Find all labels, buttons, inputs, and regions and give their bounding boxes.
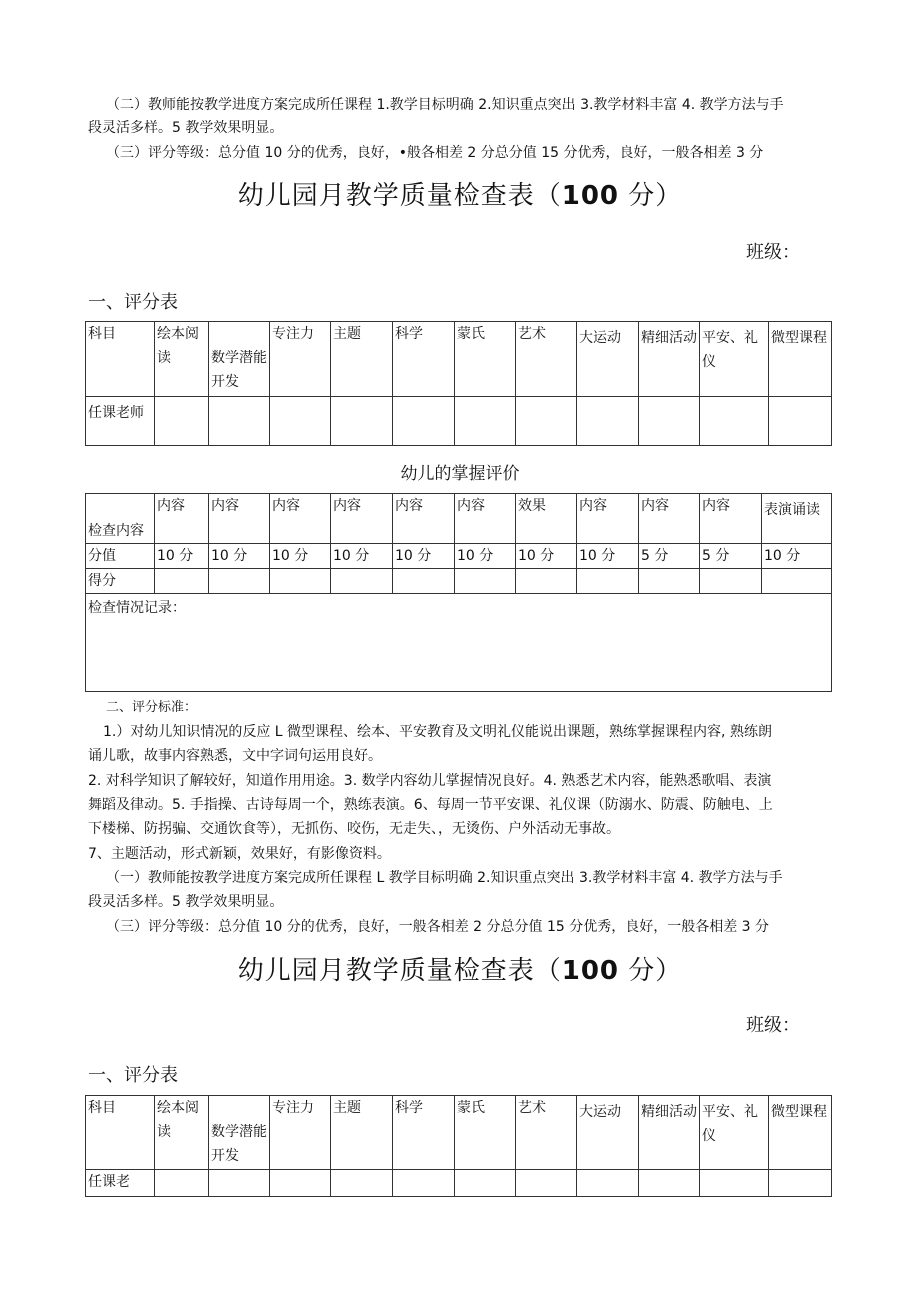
top-line-1: （二）教师能按教学进度方案完成所任课程 1.教学目标明确 2.知识重点突出 3.教学材料丰富 4. 教学方法与手: [106, 97, 784, 113]
form2-subject-cell: 数学潜能开发: [209, 1096, 270, 1170]
form2-teacher-cell[interactable]: [455, 1170, 516, 1197]
form1-subject-cell: 精细活动: [639, 322, 700, 397]
form2-title-main: 幼儿园月教学质量检查表（: [237, 956, 562, 986]
form2-teacher-cell[interactable]: [393, 1170, 455, 1197]
form2-teacher-cell[interactable]: [155, 1170, 209, 1197]
form2-subject-cell: 平安、礼仪: [700, 1096, 769, 1170]
mastery-score-cell: 10 分: [331, 544, 393, 569]
mastery-header-cell: 内容: [639, 494, 700, 544]
mastery-table: [85, 493, 832, 692]
standards-p1b: 诵儿歌，故事内容熟悉，文中字词句运用良好。: [88, 748, 382, 764]
mastery-got-label: 得分: [86, 569, 155, 594]
mastery-header-cell: 表演诵读: [762, 494, 832, 544]
form2-teacher-cell[interactable]: [331, 1170, 393, 1197]
form2-teacher-cell[interactable]: [516, 1170, 577, 1197]
form2-section-label: 一、评分表: [88, 1065, 178, 1086]
mastery-header-cell: 内容: [155, 494, 209, 544]
form2-class-label: 班级：: [746, 1015, 800, 1036]
mastery-score-cell: 10 分: [155, 544, 209, 569]
mastery-got-cell[interactable]: [455, 569, 516, 594]
form2-teacher-cell[interactable]: [270, 1170, 331, 1197]
form1-title-num: 100: [561, 181, 620, 211]
standards-heading: 二、评分标准：: [106, 700, 198, 715]
mastery-score-cell: 10 分: [393, 544, 455, 569]
standards-p4a: （一）教师能按教学进度方案完成所任课程 L 教学目标明确 2.知识重点突出 3.教学材料丰富 4. 教学方法与手: [106, 870, 783, 886]
form1-subject-cell: 大运动: [577, 322, 639, 397]
form1-subject-cell: 平安、礼仪: [700, 322, 769, 397]
mastery-got-cell[interactable]: [577, 569, 639, 594]
mastery-got-row: [86, 569, 832, 594]
form2-teacher-cell[interactable]: [209, 1170, 270, 1197]
form1-teacher-cell[interactable]: [577, 397, 639, 446]
mastery-record-cell[interactable]: 检查情况记录：: [86, 594, 832, 692]
form2-subject-cell: 科目: [86, 1096, 155, 1170]
mastery-score-cell: 10 分: [209, 544, 270, 569]
form1-teacher-cell[interactable]: [393, 397, 455, 446]
form2-title: [0, 950, 920, 987]
form1-subject-cell: 数学潜能开发: [209, 322, 270, 397]
form2-title-num: 100: [561, 956, 620, 986]
form1-title: [0, 175, 920, 212]
mastery-got-cell[interactable]: [762, 569, 832, 594]
form2-subject-cell: 专注力: [270, 1096, 331, 1170]
mastery-score-cell: 10 分: [270, 544, 331, 569]
mastery-header-cell: 检查内容: [86, 494, 155, 544]
form1-subject-row: [86, 322, 832, 397]
mastery-header-cell: 内容: [393, 494, 455, 544]
mastery-score-cell: 10 分: [577, 544, 639, 569]
mastery-header-cell: 内容: [700, 494, 762, 544]
form1-subject-cell: 艺术: [516, 322, 577, 397]
form1-teacher-cell[interactable]: [155, 397, 209, 446]
mastery-got-cell[interactable]: [155, 569, 209, 594]
form2-teacher-cell[interactable]: [639, 1170, 700, 1197]
form2-subject-cell: 艺术: [516, 1096, 577, 1170]
mastery-header-cell: 内容: [270, 494, 331, 544]
standards-p2c: 下楼梯、防拐骗、交通饮食等），无抓伤、咬伤，无走失、，无烫伤、户外活动无事故。: [88, 821, 620, 837]
standards-p3: 7、主题活动，形式新颖，效果好，有影像资料。: [88, 846, 391, 862]
form2-score-table: [85, 1095, 832, 1197]
form1-subject-cell: 科目: [86, 322, 155, 397]
mastery-got-cell[interactable]: [516, 569, 577, 594]
form1-class-label: 班级：: [746, 242, 800, 263]
form1-teacher-cell[interactable]: [270, 397, 331, 446]
form1-section-label: 一、评分表: [88, 292, 178, 313]
form2-subject-cell: 科学: [393, 1096, 455, 1170]
form2-subject-cell: 微型课程: [769, 1096, 832, 1170]
form2-teacher-label: 任课老: [86, 1170, 155, 1197]
top-line-2: 段灵活多样。5 教学效果明显。: [88, 120, 284, 136]
form1-title-tail: 分）: [619, 181, 683, 211]
mastery-header-row: [86, 494, 832, 544]
standards-p4b: 段灵活多样。5 教学效果明显。: [88, 894, 284, 910]
mastery-score-cell: 10 分: [762, 544, 832, 569]
mastery-got-cell[interactable]: [270, 569, 331, 594]
form1-teacher-cell[interactable]: [639, 397, 700, 446]
form1-subject-cell: 微型课程: [769, 322, 832, 397]
mastery-score-cell: 10 分: [516, 544, 577, 569]
mastery-score-row: [86, 544, 832, 569]
form1-subject-cell: 主题: [331, 322, 393, 397]
mastery-header-cell: 内容: [209, 494, 270, 544]
form1-teacher-cell[interactable]: [769, 397, 832, 446]
mastery-got-cell[interactable]: [331, 569, 393, 594]
standards-p1a: 1.）对幼儿知识情况的反应 L 微型课程、绘本、平安教育及文明礼仪能说出课题，熟练掌握课程内容, 熟练朗: [103, 724, 772, 740]
mastery-got-cell[interactable]: [700, 569, 762, 594]
form1-teacher-cell[interactable]: [516, 397, 577, 446]
form1-subject-cell: 科学: [393, 322, 455, 397]
form1-title-main: 幼儿园月教学质量检查表（: [237, 181, 562, 211]
form2-teacher-cell[interactable]: [769, 1170, 832, 1197]
form1-subject-cell: 蒙氏: [455, 322, 516, 397]
mastery-got-cell[interactable]: [209, 569, 270, 594]
form2-teacher-cell[interactable]: [700, 1170, 769, 1197]
mastery-record-row: [86, 594, 832, 692]
form1-teacher-row: [86, 397, 832, 446]
form1-teacher-cell[interactable]: [331, 397, 393, 446]
mastery-score-label: 分值: [86, 544, 155, 569]
form2-subject-cell: 主题: [331, 1096, 393, 1170]
form2-subject-cell: 大运动: [577, 1096, 639, 1170]
mastery-header-cell: 内容: [331, 494, 393, 544]
form2-subject-cell: 蒙氏: [455, 1096, 516, 1170]
mastery-got-cell[interactable]: [639, 569, 700, 594]
form2-subject-row: [86, 1096, 832, 1170]
form1-teacher-label: 任课老师: [86, 397, 155, 446]
mastery-header-cell: 内容: [577, 494, 639, 544]
form2-title-tail: 分）: [619, 956, 683, 986]
mastery-score-cell: 10 分: [455, 544, 516, 569]
form1-subject-cell: 专注力: [270, 322, 331, 397]
mastery-score-cell: 5 分: [639, 544, 700, 569]
form2-subject-cell: 绘本阅读: [155, 1096, 209, 1170]
form2-subject-cell: 精细活动: [639, 1096, 700, 1170]
mastery-title: 幼儿的掌握评价: [400, 464, 520, 484]
top-line-3: （三）评分等级：总分值 10 分的优秀，良好，•般各相差 2 分总分值 15 分优秀，良好，一般各相差 3 分: [106, 145, 764, 161]
form2-teacher-row: [86, 1170, 832, 1197]
form1-teacher-cell[interactable]: [209, 397, 270, 446]
standards-p2b: 舞蹈及律动。5. 手指操、古诗每周一个，熟练表演。6、每周一节平安课、礼仪课（防溺水、防震、防触电、上: [88, 797, 773, 813]
form2-teacher-cell[interactable]: [577, 1170, 639, 1197]
form1-teacher-cell[interactable]: [455, 397, 516, 446]
form1-score-table: [85, 321, 832, 446]
mastery-score-cell: 5 分: [700, 544, 762, 569]
mastery-got-cell[interactable]: [393, 569, 455, 594]
form1-subject-cell: 绘本阅读: [155, 322, 209, 397]
form1-teacher-cell[interactable]: [700, 397, 769, 446]
standards-p5: （三）评分等级：总分值 10 分的优秀，良好，一般各相差 2 分总分值 15 分优秀，良好，一般各相差 3 分: [106, 919, 770, 935]
standards-p2a: 2. 对科学知识了解较好，知道作用用途。3. 数学内容幼儿掌握情况良好。4. 熟悉艺术内容，能熟悉歌唱、表演: [88, 773, 772, 789]
mastery-header-cell: 效果: [516, 494, 577, 544]
mastery-header-cell: 内容: [455, 494, 516, 544]
